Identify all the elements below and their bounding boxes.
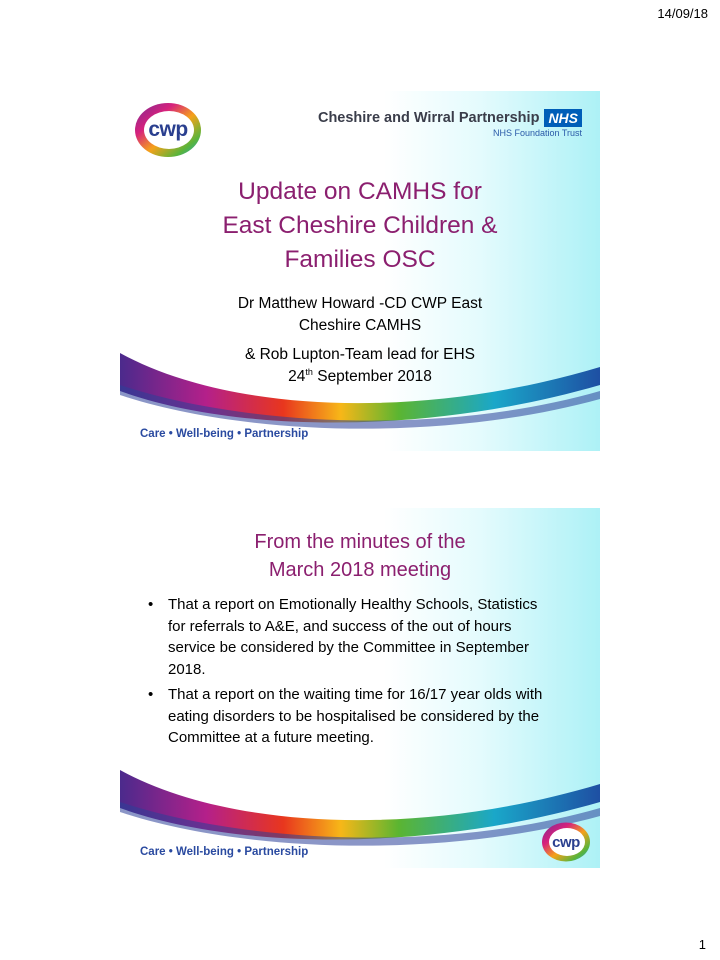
presenters-block bbox=[120, 293, 600, 388]
slide-1 bbox=[120, 91, 600, 451]
minutes-bullet-list bbox=[148, 594, 558, 753]
presenter-line: & Rob Lupton-Team lead for EHS bbox=[244, 346, 476, 363]
page-number: 1 bbox=[698, 937, 706, 952]
page-date: 14/09/18 bbox=[657, 6, 708, 21]
list-item: • That a report on Emotionally Healthy Schools, Statistics for referrals to A&E, and success of the out of hours service be considered by the Committee in September 2018. bbox=[148, 594, 558, 680]
cwp-logo: cwp bbox=[540, 820, 592, 864]
tagline: Care • Well-being • Partnership bbox=[140, 428, 309, 440]
presenter-line: Cheshire CAMHS bbox=[298, 317, 422, 334]
title-line: East Cheshire Children & bbox=[222, 212, 498, 239]
trust-subtitle: NHS Foundation Trust bbox=[492, 128, 582, 138]
slide-1-title bbox=[120, 175, 600, 277]
cwp-logo: cwp bbox=[132, 99, 204, 161]
tagline: Care • Well-being • Partnership bbox=[140, 846, 309, 858]
trust-name: Cheshire and Wirral Partnership bbox=[317, 110, 540, 126]
slide-2 bbox=[120, 508, 600, 868]
title-line: From the minutes of the bbox=[254, 531, 466, 553]
title-line: March 2018 meeting bbox=[268, 559, 452, 581]
list-item: • That a report on the waiting time for 16/17 year olds with eating disorders to be hospitalised be considered by the Committee at a future meeting. bbox=[148, 684, 558, 749]
trust-name-header bbox=[318, 109, 582, 138]
presenter-line: Dr Matthew Howard -CD CWP East bbox=[237, 295, 483, 312]
title-line: Update on CAMHS for bbox=[238, 178, 482, 205]
presentation-date: 24th September 2018 bbox=[288, 367, 432, 385]
nhs-logo: NHS bbox=[544, 109, 582, 127]
title-line: Families OSC bbox=[284, 246, 436, 273]
slide-2-title bbox=[120, 528, 600, 584]
